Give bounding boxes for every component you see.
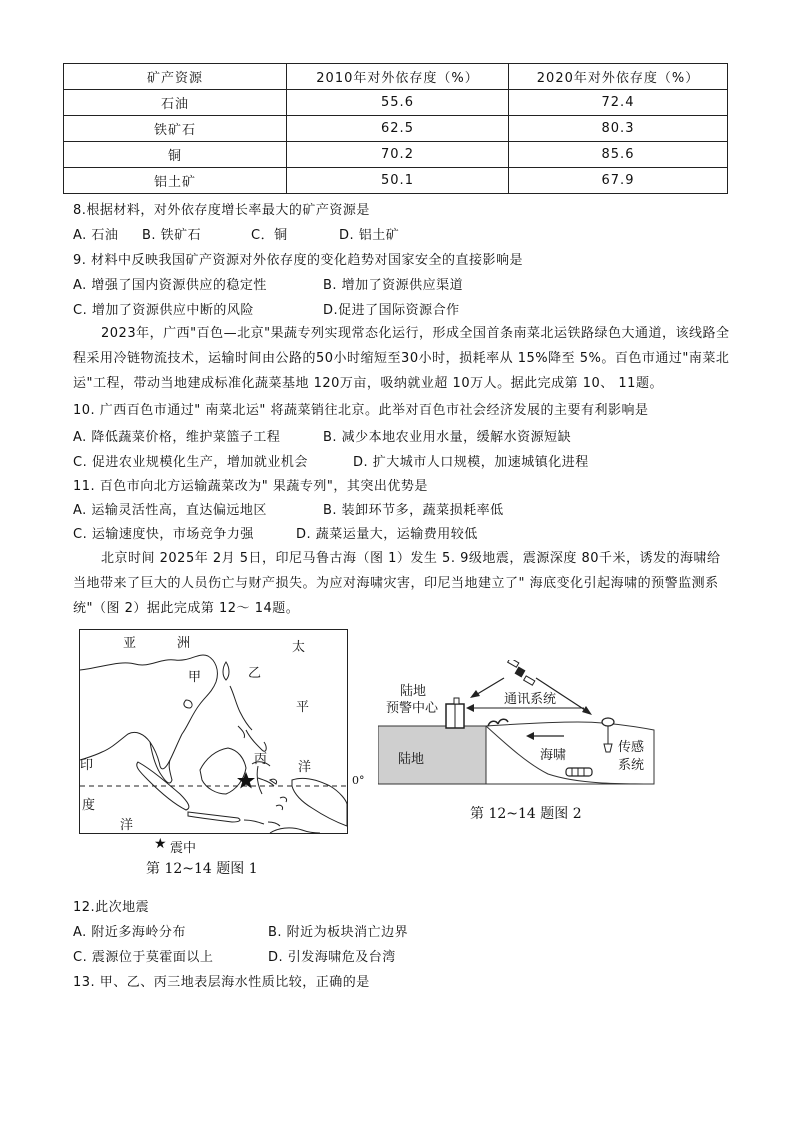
- label-india-1: 印: [80, 758, 94, 773]
- q12-stem: 12.此次地震: [73, 900, 150, 915]
- label-india-2: 度: [82, 798, 96, 813]
- figure-2-caption: 第 12~14 题图 2: [470, 806, 582, 822]
- label-tsunami: 海啸: [540, 748, 567, 763]
- dependency-table: [63, 63, 728, 194]
- table-header-row: [64, 64, 728, 90]
- sensor-icon: [566, 768, 592, 776]
- table-cell: 铜: [64, 142, 287, 168]
- col-header-2010: 2010年对外依存度（%）: [287, 64, 509, 90]
- q12-option-b[interactable]: B. 附近为板块消亡边界: [268, 925, 409, 940]
- q8-option-b[interactable]: B. 铁矿石: [142, 228, 202, 243]
- label-land: 陆地: [398, 752, 425, 767]
- label-bing: 丙: [254, 752, 268, 767]
- label-pacific-2: 平: [296, 700, 310, 715]
- q9-option-c[interactable]: C. 增加了资源供应中断的风险: [73, 303, 254, 318]
- table-cell: 85.6: [509, 142, 728, 168]
- figure-1-map: [79, 629, 348, 834]
- southeast-asia-map: [80, 630, 347, 833]
- q12-option-c[interactable]: C. 震源位于莫霍面以上: [73, 950, 214, 965]
- q9-option-a[interactable]: A. 增强了国内资源供应的稳定性: [73, 278, 267, 293]
- label-comm-system: 通讯系统: [504, 692, 557, 707]
- table-cell: 70.2: [287, 142, 509, 168]
- table-row: [64, 116, 728, 142]
- q11-stem: 11. 百色市向北方运输蔬菜改为" 果蔬专列"，其突出优势是: [73, 479, 428, 494]
- q11-option-c[interactable]: C. 运输速度快，市场竞争力强: [73, 527, 254, 542]
- table-cell: 铝土矿: [64, 168, 287, 194]
- label-equator: 0°: [352, 774, 365, 787]
- legend-epicenter-label: 震中: [170, 841, 197, 856]
- table-row: [64, 168, 728, 194]
- label-yi: 乙: [248, 666, 262, 681]
- table-row: [64, 142, 728, 168]
- figure-1-caption: 第 12~14 题图 1: [146, 861, 258, 877]
- q10-option-b[interactable]: B. 减少本地农业用水量，缓解水资源短缺: [323, 430, 572, 445]
- label-center-1: 陆地: [400, 684, 427, 699]
- q12-option-a[interactable]: A. 附近多海岭分布: [73, 925, 186, 940]
- table-cell: 62.5: [287, 116, 509, 142]
- q8-option-d[interactable]: D. 铝土矿: [339, 228, 400, 243]
- label-pacific-3: 洋: [298, 760, 312, 775]
- passage-earthquake: 北京时间 2025年 2月 5日，印尼马鲁古海（图 1）发生 5. 9级地震，震源深度 80千米，诱发的海啸给当地带来了巨大的人员伤亡与财产损失。为应对海啸灾害，印尼当地建立了" 海底变化引起海啸的预警监测系统"（图 2）据此完成第 12～ 14题。: [73, 551, 721, 616]
- label-asia-1: 亚: [123, 636, 137, 651]
- q11-option-d[interactable]: D. 蔬菜运量大，运输费用较低: [296, 527, 478, 542]
- passage-vegetable-train: 2023年，广西"百色—北京"果蔬专列实现常态化运行，形成全国首条南菜北运铁路绿色大通道，该线路全程采用冷链物流技术，运输时间由公路的50小时缩短至30小时，损耗率从 15%降至 5%。百色市通过"南菜北运"工程，带动当地建成标准化蔬菜基地 120万亩，吸纳就业超 10万人。据此完成第 10、 11题。: [73, 326, 730, 391]
- warning-system-diagram: [378, 660, 656, 786]
- label-india-3: 洋: [120, 818, 134, 833]
- table-cell: 55.6: [287, 90, 509, 116]
- label-sensor-2: 系统: [618, 758, 645, 773]
- q9-option-b[interactable]: B. 增加了资源供应渠道: [323, 278, 464, 293]
- q10-option-a[interactable]: A. 降低蔬菜价格，维护菜篮子工程: [73, 430, 281, 445]
- table-cell: 石油: [64, 90, 287, 116]
- q8-stem: 8.根据材料，对外依存度增长率最大的矿产资源是: [73, 203, 370, 218]
- table-cell: 67.9: [509, 168, 728, 194]
- legend-epicenter-icon: ★: [154, 836, 167, 852]
- table-row: [64, 90, 728, 116]
- table-cell: 72.4: [509, 90, 728, 116]
- satellite-icon: [508, 660, 535, 685]
- col-header-resource: 矿产资源: [64, 64, 287, 90]
- q10-option-d[interactable]: D. 扩大城市人口规模，加速城镇化进程: [353, 455, 589, 470]
- q8-option-a[interactable]: A. 石油: [73, 228, 119, 243]
- figure-2-diagram: [378, 660, 656, 786]
- q9-option-d[interactable]: D.促进了国际资源合作: [323, 303, 460, 318]
- q13-stem: 13. 甲、乙、丙三地表层海水性质比较，正确的是: [73, 975, 370, 990]
- q11-option-a[interactable]: A. 运输灵活性高，直达偏远地区: [73, 503, 267, 518]
- q9-stem: 9. 材料中反映我国矿产资源对外依存度的变化趋势对国家安全的直接影响是: [73, 253, 524, 268]
- label-jia: 甲: [188, 670, 202, 685]
- table-cell: 铁矿石: [64, 116, 287, 142]
- q11-option-b[interactable]: B. 装卸环节多，蔬菜损耗率低: [323, 503, 504, 518]
- q8-option-c[interactable]: C．铜: [251, 228, 288, 243]
- label-sensor-1: 传感: [618, 740, 645, 755]
- label-center-2: 预警中心: [386, 701, 439, 716]
- q10-option-c[interactable]: C. 促进农业规模化生产，增加就业机会: [73, 455, 308, 470]
- q12-option-d[interactable]: D. 引发海啸危及台湾: [268, 950, 396, 965]
- table-cell: 80.3: [509, 116, 728, 142]
- q10-stem: 10. 广西百色市通过" 南菜北运" 将蔬菜销往北京。此举对百色市社会经济发展的主要有利影响是: [73, 403, 649, 418]
- table-cell: 50.1: [287, 168, 509, 194]
- label-asia-2: 洲: [177, 636, 191, 651]
- label-pacific-1: 太: [292, 640, 306, 655]
- col-header-2020: 2020年对外依存度（%）: [509, 64, 728, 90]
- buoy-icon: [602, 718, 614, 726]
